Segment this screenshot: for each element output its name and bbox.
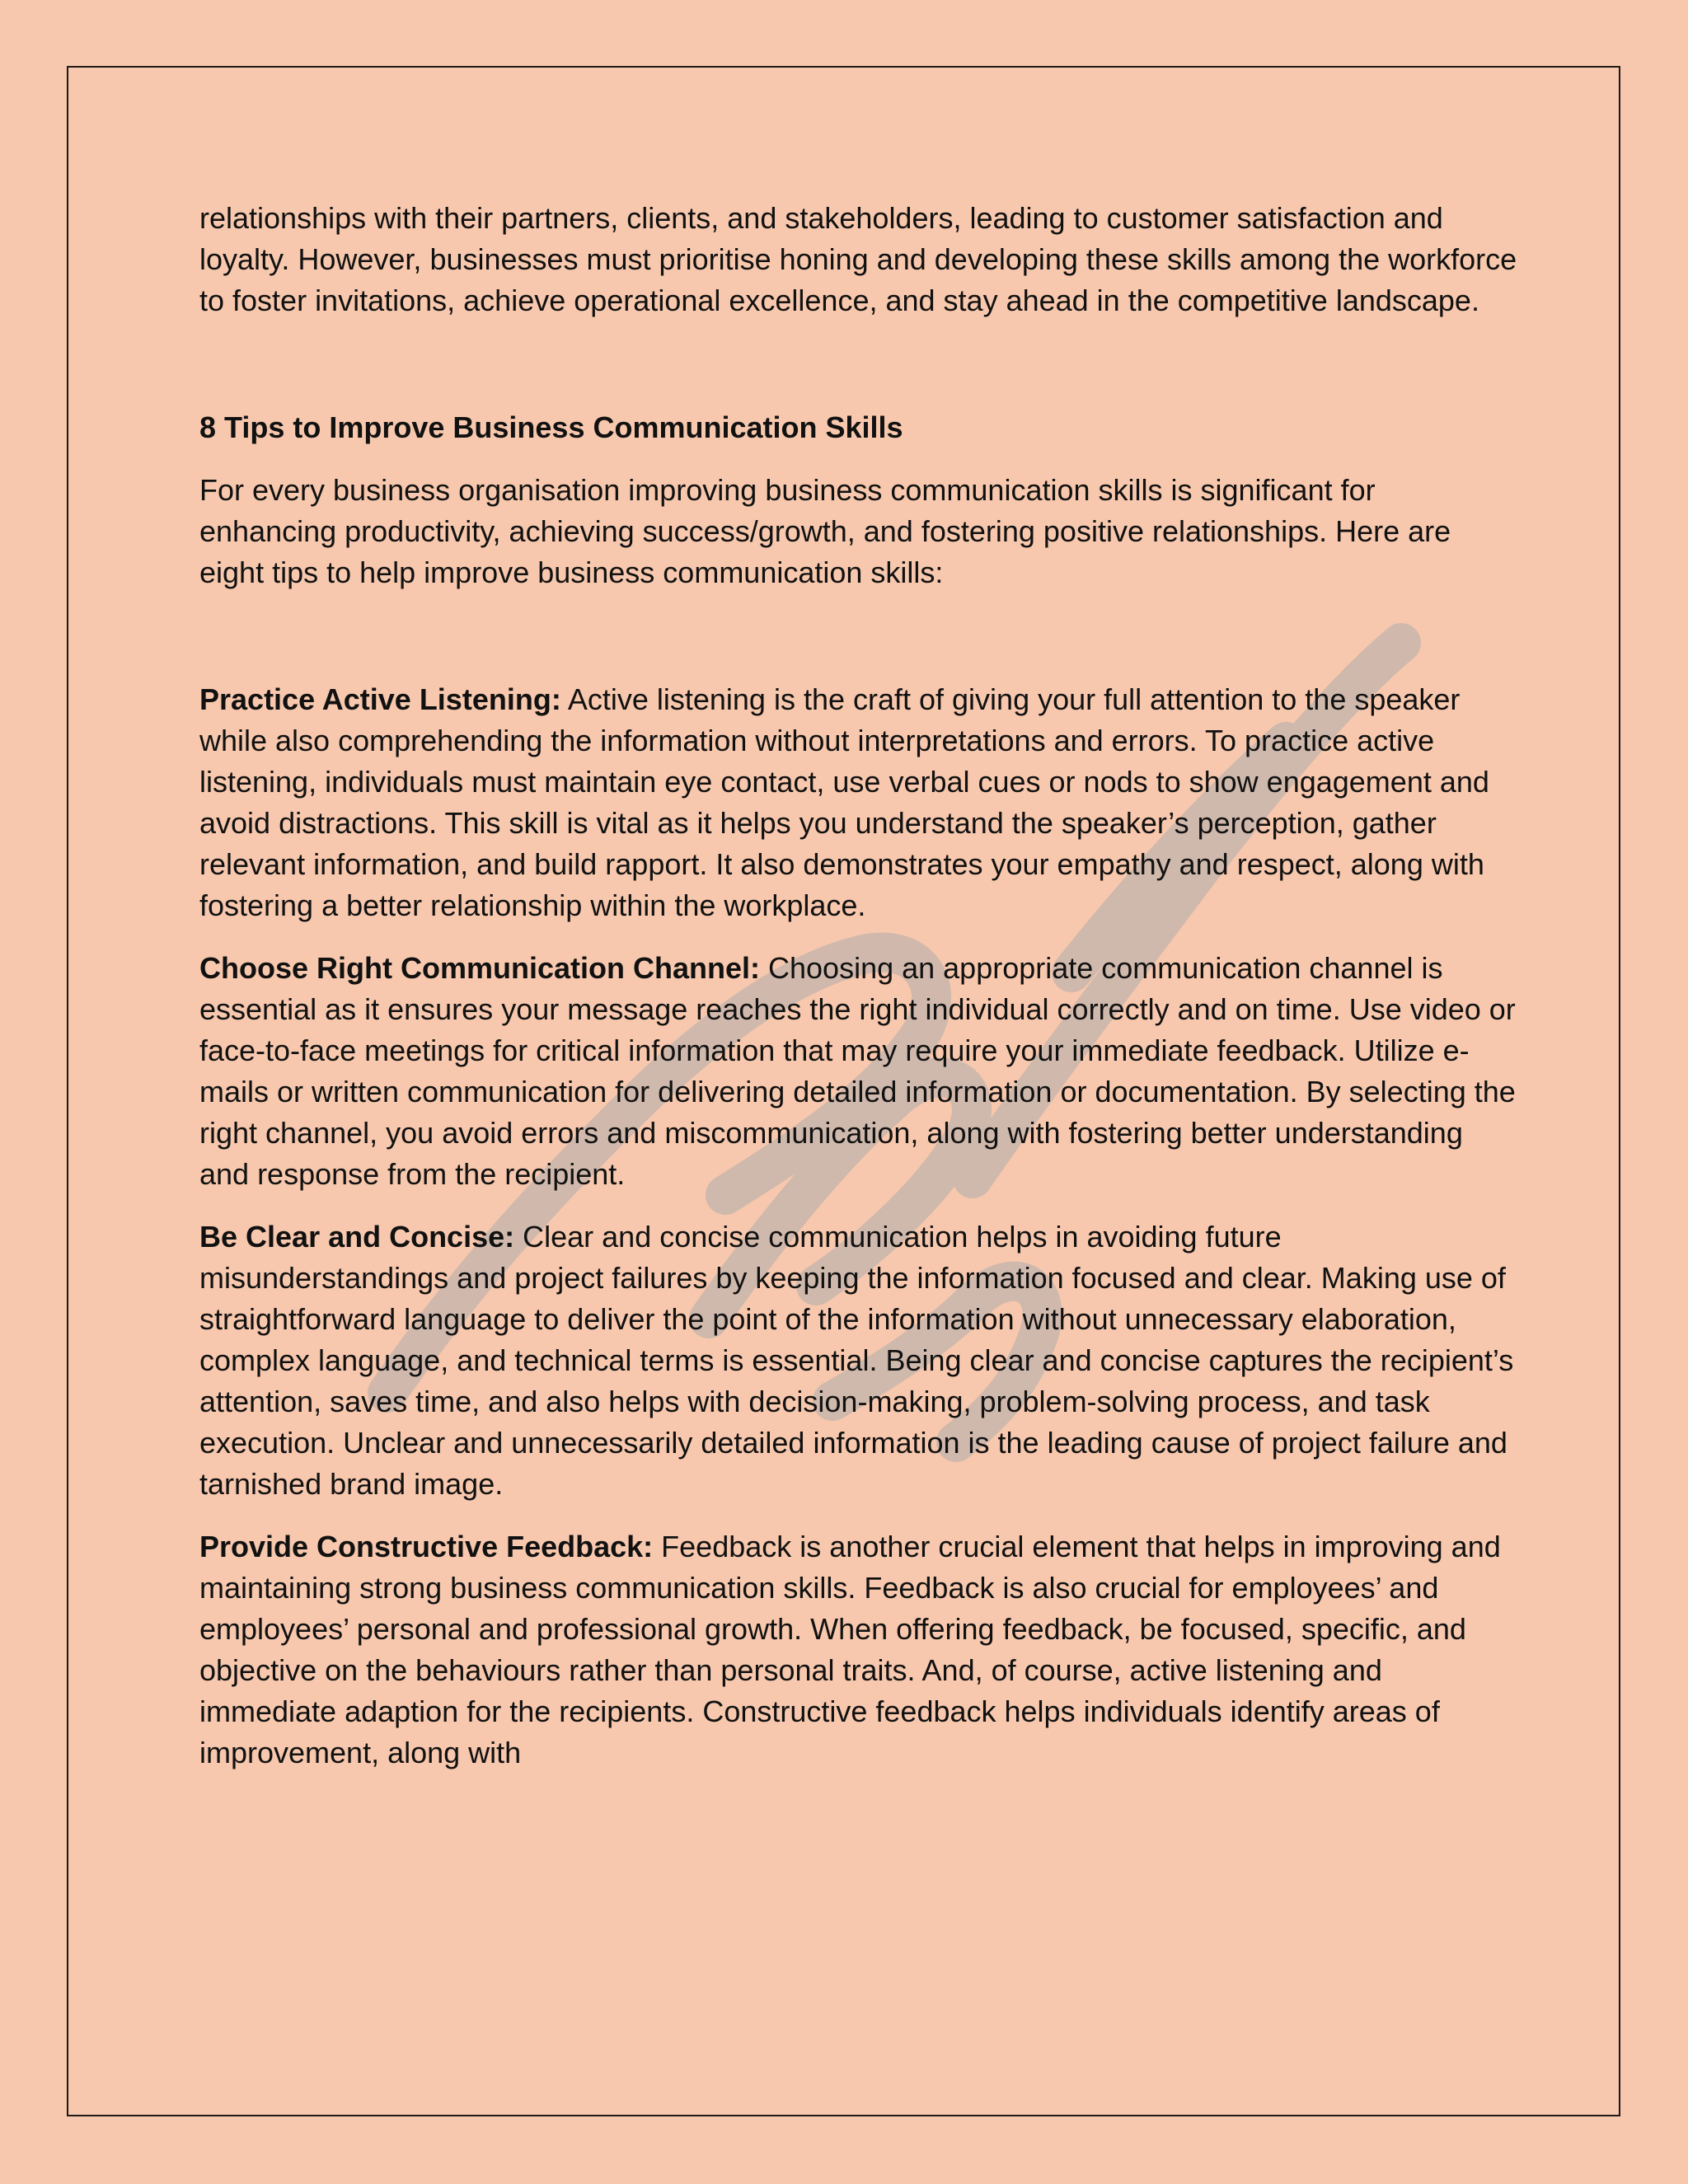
tip-label: Be Clear and Concise:: [199, 1220, 515, 1254]
tip-text: Active listening is the craft of giving your full attention to the speaker while also comprehending the information without interpretations and errors. To practice active listening, individuals must maintain eye contact, use verbal cues or nods to show engagement and avoid distractions. This skill is vital as it helps you understand the speaker’s perception, gather relevant information, and build rapport. It also demonstrates your empathy and respect, along with fostering a better relationship within the workplace.: [199, 682, 1489, 922]
tip-label: Practice Active Listening:: [199, 682, 561, 716]
intro-paragraph: relationships with their partners, clients, and stakeholders, leading to customer satisfaction and loyalty. However, businesses must prioritise honing and developing these skills among the workforce to foster invitations, achieve operational excellence, and stay ahead in the competitive landscape.: [199, 201, 1517, 317]
tip-text: Choosing an appropriate communication channel is essential as it ensures your message reaches the right individual correctly and on time. Use video or face-to-face meetings for critical information that may require your immediate feedback. Utilize e-mails or written communication for delivering detailed information or documentation. By selecting the right channel, you avoid errors and miscommunication, along with fostering better understanding and response from the recipient.: [199, 951, 1516, 1191]
tip-label: Choose Right Communication Channel:: [199, 951, 760, 985]
tip-clear-concise: [199, 1216, 1518, 1505]
tip-communication-channel: [199, 948, 1518, 1195]
section-lead-paragraph: For every business organisation improving business communication skills is significant for enhancing productivity, achieving success/growth, and fostering positive relationships. Here are eight tips to help improve business communication skills:: [199, 473, 1451, 589]
tip-text: Feedback is another crucial element that helps in improving and maintaining strong business communication skills. Feedback is also crucial for employees’ and employees’ personal and professional growth. When offering feedback, be focused, specific, and objective on the behaviours rather than personal traits. And, of course, active listening and immediate adaption for the recipients. Constructive feedback helps individuals identify areas of improvement, along with: [199, 1530, 1501, 1769]
tip-constructive-feedback: [199, 1526, 1518, 1774]
document-body: [199, 198, 1518, 1795]
tip-text: Clear and concise communication helps in avoiding future misunderstandings and project failures by keeping the information focused and clear. Making use of straightforward language to deliver the point of the information without unnecessary elaboration, complex language, and technical terms is essential. Being clear and concise captures the recipient’s attention, saves time, and also helps with decision-making, problem-solving process, and task execution. Unclear and unnecessarily detailed information is the leading cause of project failure and tarnished brand image.: [199, 1220, 1514, 1501]
tip-active-listening: [199, 679, 1518, 926]
tip-label: Provide Constructive Feedback:: [199, 1530, 654, 1563]
section-heading: 8 Tips to Improve Business Communication Skills: [199, 410, 903, 444]
